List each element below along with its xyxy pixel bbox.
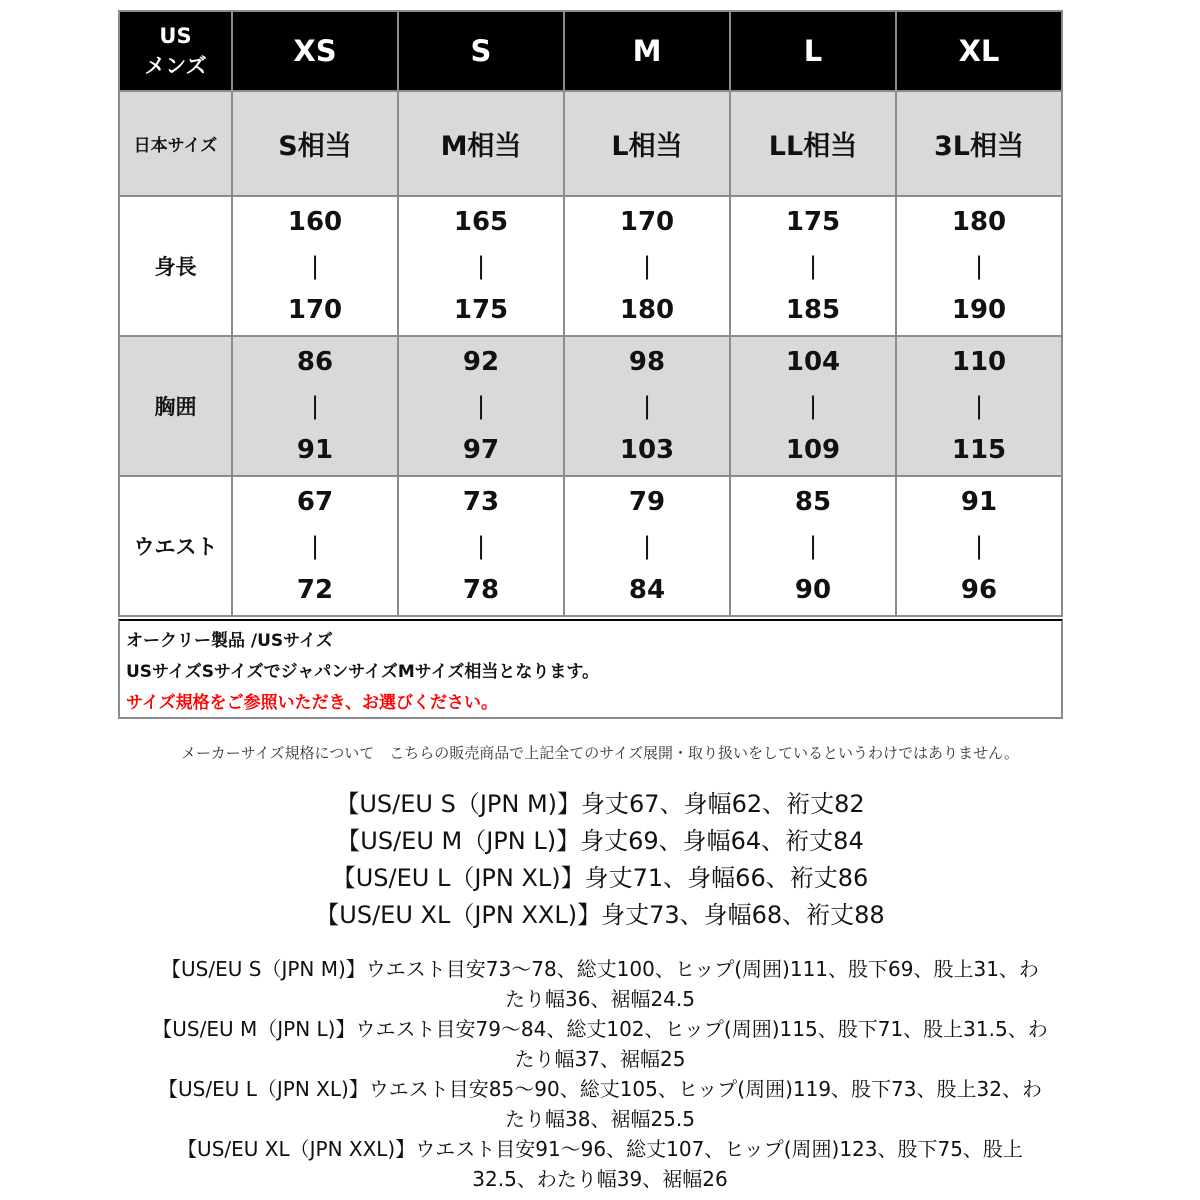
chest-cell [232, 336, 398, 476]
bottoms-measurements [120, 954, 1080, 1194]
bottoms-line: 【US/EU L（JPN XL)】ウエスト目安85〜90、総丈105、ヒップ(周囲)119、股下73、股上32、わ [158, 1077, 1042, 1101]
note-brand-line: オークリー製品 /USサイズ [126, 631, 333, 651]
tops-line: 【US/EU M（JPN L)】身丈69、身幅64、裄丈84 [336, 827, 864, 855]
range-min: 86 [296, 347, 334, 377]
bottoms-line: たり幅37、裾幅25 [514, 1047, 686, 1071]
waist-cell [730, 476, 896, 616]
height-cell [398, 196, 564, 336]
waist-cell [232, 476, 398, 616]
size-header-l: L [730, 11, 896, 91]
range-separator: | [974, 392, 984, 420]
range-min: 91 [960, 487, 998, 517]
size-notes-box [118, 619, 1063, 719]
range-max: 180 [619, 295, 675, 325]
range-separator: | [974, 252, 984, 280]
chest-row [119, 336, 1062, 476]
chest-label: 胸囲 [119, 336, 232, 476]
japan-size-row [119, 91, 1062, 196]
range-max: 90 [794, 575, 832, 605]
range-max: 72 [296, 575, 334, 605]
us-label-line1: US [159, 24, 192, 48]
height-cell [564, 196, 730, 336]
range-separator: | [808, 392, 818, 420]
range-max: 115 [951, 435, 1007, 465]
us-size-header-row [119, 11, 1062, 91]
bottoms-line: たり幅38、裾幅25.5 [505, 1107, 695, 1131]
bottoms-line: 32.5、わたり幅39、裾幅26 [472, 1167, 728, 1191]
range-min: 175 [785, 207, 841, 237]
waist-label: ウエスト [119, 476, 232, 616]
height-cell [232, 196, 398, 336]
japan-size-cell: S相当 [232, 91, 398, 196]
japan-size-cell: LL相当 [730, 91, 896, 196]
chest-cell [398, 336, 564, 476]
height-label: 身長 [119, 196, 232, 336]
range-max: 84 [628, 575, 666, 605]
bottoms-line: 【US/EU M（JPN L)】ウエスト目安79〜84、総丈102、ヒップ(周囲)115、股下71、股上31.5、わ [152, 1017, 1048, 1041]
note-conversion-line: USサイズSサイズでジャパンサイズMサイズ相当となります。 [126, 662, 600, 682]
range-max: 97 [462, 435, 500, 465]
size-header-xs: XS [232, 11, 398, 91]
bottoms-line: たり幅36、裾幅24.5 [505, 987, 695, 1011]
size-header-s: S [398, 11, 564, 91]
range-min: 170 [619, 207, 675, 237]
range-max: 190 [951, 295, 1007, 325]
range-max: 175 [453, 295, 509, 325]
size-chart-table [118, 10, 1063, 617]
range-separator: | [808, 532, 818, 560]
chest-cell [896, 336, 1062, 476]
height-row [119, 196, 1062, 336]
us-mens-label [119, 11, 232, 91]
range-min: 73 [462, 487, 500, 517]
range-min: 85 [794, 487, 832, 517]
range-separator: | [642, 532, 652, 560]
bottoms-line: 【US/EU S（JPN M)】ウエスト目安73〜78、総丈100、ヒップ(周囲)111、股下69、股上31、わ [161, 957, 1039, 981]
range-separator: | [974, 532, 984, 560]
range-max: 170 [287, 295, 343, 325]
note-warning-line: サイズ規格をご参照いただき、お選びください。 [126, 693, 498, 713]
range-separator: | [310, 532, 320, 560]
maker-size-disclaimer: メーカーサイズ規格について こちらの販売商品で上記全てのサイズ展開・取り扱いをしているというわけではありません。 [181, 744, 1019, 762]
range-min: 67 [296, 487, 334, 517]
waist-cell [896, 476, 1062, 616]
range-min: 98 [628, 347, 666, 377]
bottoms-line: 【US/EU XL（JPN XXL)】ウエスト目安91〜96、総丈107、ヒップ(周囲)123、股下75、股上 [177, 1137, 1023, 1161]
range-separator: | [310, 252, 320, 280]
japan-size-cell: 3L相当 [896, 91, 1062, 196]
range-max: 96 [960, 575, 998, 605]
range-max: 91 [296, 435, 334, 465]
range-separator: | [476, 392, 486, 420]
size-header-m: M [564, 11, 730, 91]
tops-measurements [0, 786, 1200, 934]
japan-size-cell: M相当 [398, 91, 564, 196]
waist-cell [398, 476, 564, 616]
size-header-xl: XL [896, 11, 1062, 91]
tops-line: 【US/EU L（JPN XL)】身丈71、身幅66、裄丈86 [331, 864, 869, 892]
chest-cell [730, 336, 896, 476]
range-min: 110 [951, 347, 1007, 377]
range-separator: | [642, 392, 652, 420]
range-separator: | [642, 252, 652, 280]
range-separator: | [476, 252, 486, 280]
japan-size-cell: L相当 [564, 91, 730, 196]
height-cell [896, 196, 1062, 336]
range-min: 165 [453, 207, 509, 237]
range-separator: | [310, 392, 320, 420]
range-min: 160 [287, 207, 343, 237]
range-min: 92 [462, 347, 500, 377]
range-max: 103 [619, 435, 675, 465]
range-separator: | [476, 532, 486, 560]
range-max: 185 [785, 295, 841, 325]
range-min: 104 [785, 347, 841, 377]
tops-line: 【US/EU S（JPN M)】身丈67、身幅62、裄丈82 [335, 790, 865, 818]
range-min: 180 [951, 207, 1007, 237]
range-separator: | [808, 252, 818, 280]
height-cell [730, 196, 896, 336]
japan-size-label: 日本サイズ [119, 91, 232, 196]
us-label-line2: メンズ [144, 54, 207, 78]
waist-row [119, 476, 1062, 616]
tops-line: 【US/EU XL（JPN XXL)】身丈73、身幅68、裄丈88 [315, 901, 885, 929]
chest-cell [564, 336, 730, 476]
range-max: 109 [785, 435, 841, 465]
waist-cell [564, 476, 730, 616]
range-max: 78 [462, 575, 500, 605]
range-min: 79 [628, 487, 666, 517]
